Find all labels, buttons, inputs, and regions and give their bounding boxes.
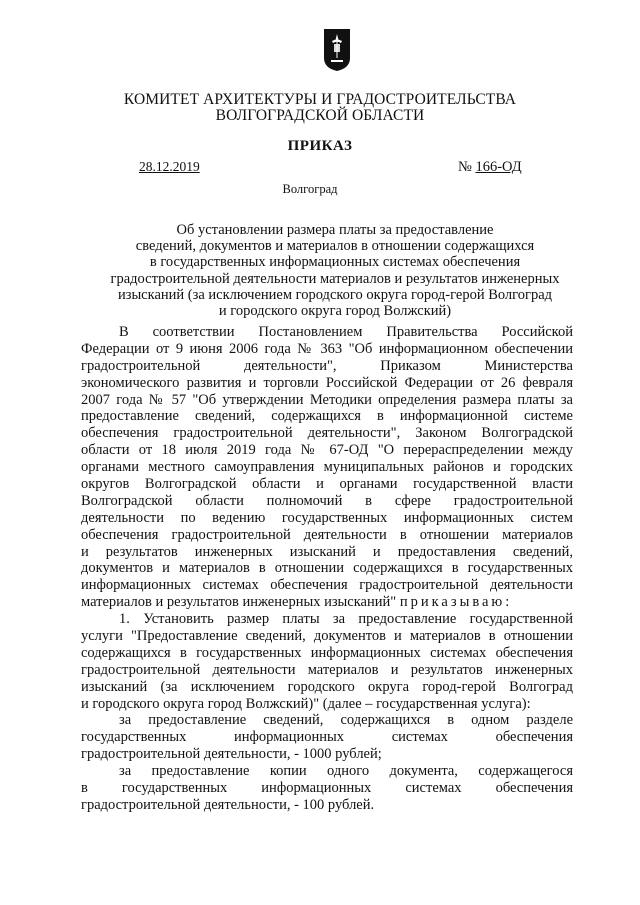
document-type: ПРИКАЗ xyxy=(287,138,353,154)
volgograd-emblem-icon xyxy=(323,28,351,72)
subject-line: Об установлении размера платы за предоставление xyxy=(176,222,494,238)
item1-line: 1. Установить размер платы за предоставление государственной xyxy=(119,611,573,628)
subject-line: изысканий (за исключением городского округа город-герой Волгоград xyxy=(117,286,553,303)
body-line: документов и материалов в отношении содержащихся в государственных xyxy=(81,560,573,577)
item1-line: и городского округа город Волжский)" (далее – государственная услуга): xyxy=(81,695,531,712)
number-sign: № xyxy=(458,159,472,175)
item-b-line: в государственных информационных системах обеспечения xyxy=(81,780,573,797)
body-line: экономического развития и торговли Российской Федерации от 26 февраля xyxy=(81,374,573,391)
document-subject xyxy=(80,222,590,319)
item1-line: услуги "Предоставление сведений, документов и материалов в отношении xyxy=(81,628,573,645)
item1-line: градостроительной деятельности материалов и результатов инженерных xyxy=(81,661,573,678)
subject-line: и городского округа город Волжский) xyxy=(218,303,452,320)
document-body xyxy=(81,324,573,814)
item-a-line: за предоставление сведений, содержащихся в одном разделе xyxy=(119,712,573,729)
item-a-line: государственных информационных системах обеспечения xyxy=(81,729,573,746)
body-line: предоставление сведений, содержащихся в информационной системе xyxy=(81,408,573,425)
item-b-line: за предоставление копии одного документа, содержащегося xyxy=(119,763,573,780)
body-line: 2007 года № 57 "Об утверждении Методики определения размера платы за xyxy=(81,391,573,408)
body-line: обеспечения градостроительной деятельности в отношении материалов xyxy=(81,526,573,543)
body-line: и результатов инженерных изысканий и предоставления сведений, xyxy=(81,543,573,560)
body-line: информационных системах обеспечения градостроительной деятельности xyxy=(81,577,573,594)
number-value: 166-ОД xyxy=(475,159,522,175)
body-line: округов Волгоградской области и органами государственной власти xyxy=(81,476,573,493)
item1-line: изысканий (за исключением городского округа город-герой Волгоград xyxy=(81,678,573,695)
subject-line: сведений, документов и материалов в отношении содержащихся xyxy=(135,238,535,255)
body-line-order-clause xyxy=(81,594,573,611)
body-line: В соответствии Постановлением Правительства Российской xyxy=(119,324,573,340)
subject-line: градостроительной деятельности материалов и результатов инженерных xyxy=(110,270,560,287)
body-line: градостроительной деятельности", Приказом Министерства xyxy=(81,357,573,374)
body-line: Волгоградской области полномочий в сфере градостроительной xyxy=(81,492,573,509)
body-line: области от 18 июля 2019 года № 67-ОД "О перераспределении между xyxy=(81,442,573,459)
body-line: обеспечения градостроительной деятельности", Законом Волгоградской xyxy=(81,425,573,442)
item-a-line: градостроительной деятельности, - 1000 рублей; xyxy=(81,746,382,763)
item1-line: содержащихся в государственных информационных системах обеспечения xyxy=(81,644,573,661)
order-word: приказываю: xyxy=(399,594,513,611)
organization-name-line1: КОМИТЕТ АРХИТЕКТУРЫ И ГРАДОСТРОИТЕЛЬСТВА xyxy=(123,91,517,108)
subject-line: в государственных информационных системах обеспечения xyxy=(149,254,521,271)
item-b-line: градостроительной деятельности, - 100 рублей. xyxy=(81,796,375,813)
body-line-text: материалов и результатов инженерных изысканий" xyxy=(81,594,400,611)
organization-name-line2: ВОЛГОГРАДСКОЙ ОБЛАСТИ xyxy=(215,107,425,124)
body-line: деятельности по ведению государственных информационных систем xyxy=(81,509,573,526)
body-line: Федерации от 9 июня 2006 года № 363 "Об информационном обеспечении xyxy=(81,340,573,357)
document-date: 28.12.2019 xyxy=(139,159,200,174)
document-number xyxy=(458,159,522,176)
body-line: органами местного самоуправления муниципальных районов и городских xyxy=(81,459,573,476)
document-city: Волгоград xyxy=(282,182,338,196)
